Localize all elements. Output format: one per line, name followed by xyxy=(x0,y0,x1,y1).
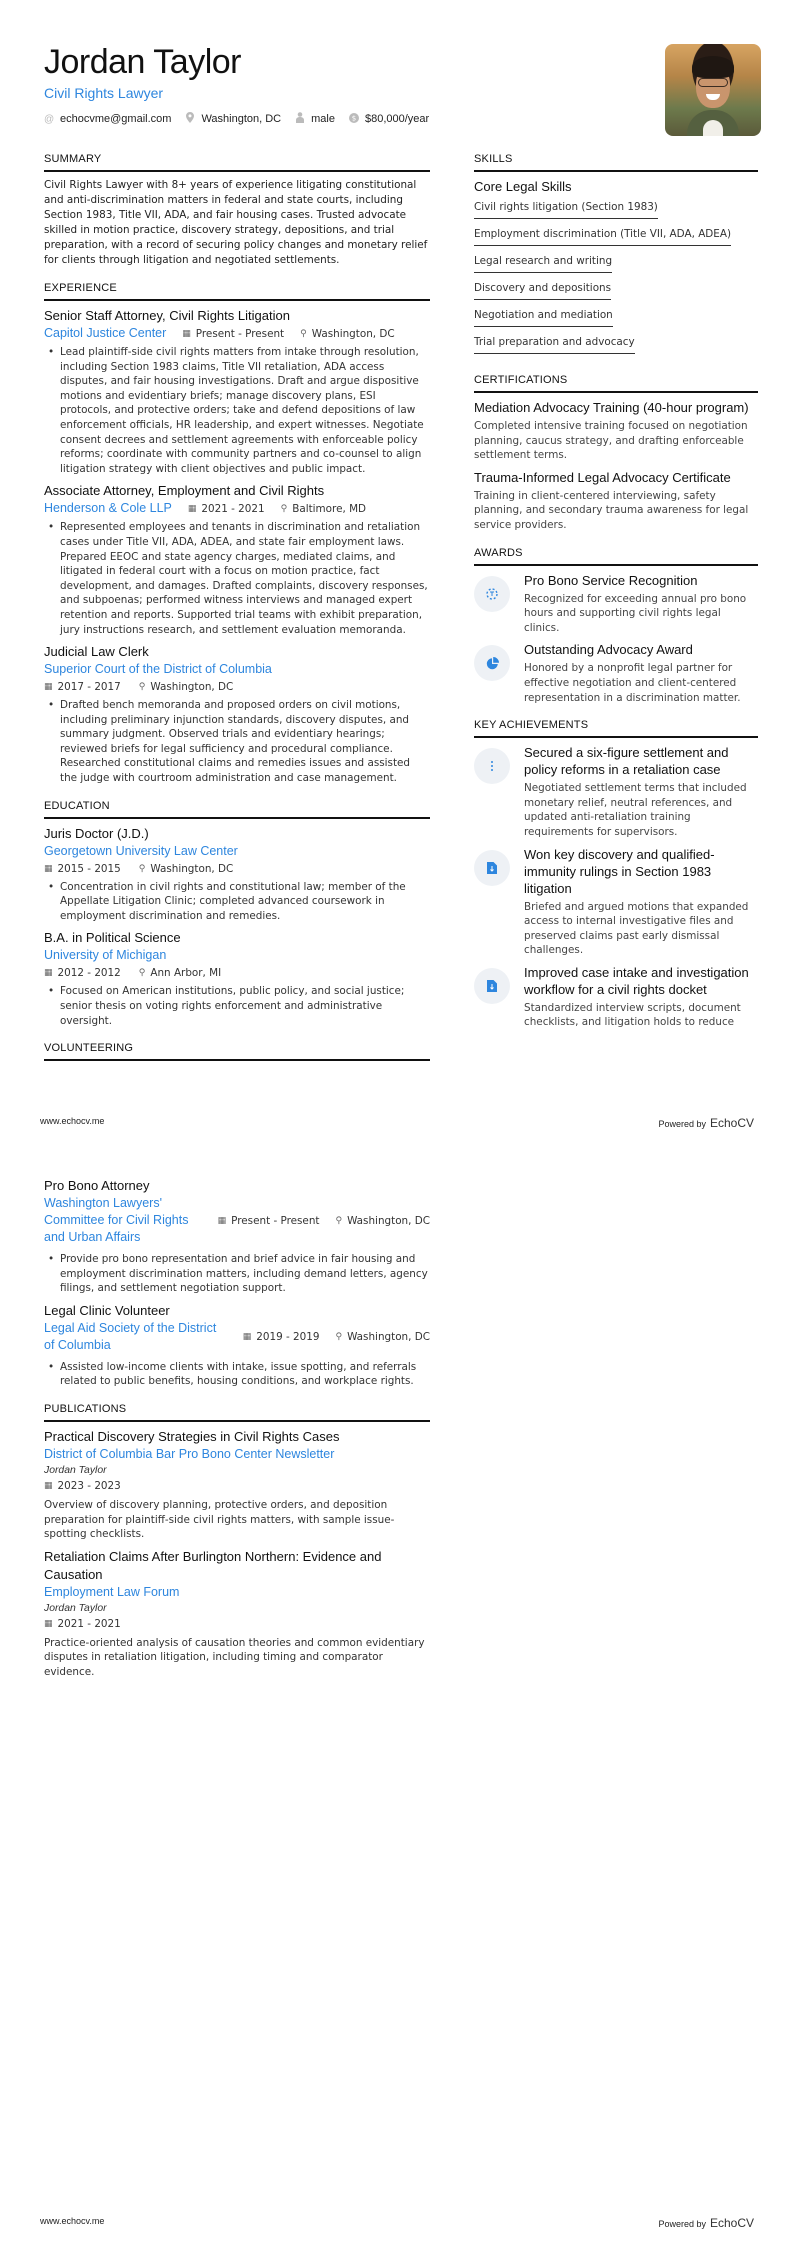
publication-entry xyxy=(44,1428,430,1542)
location-text: Ann Arbor, MI xyxy=(150,967,222,980)
bullet-item: • Drafted bench memoranda and proposed orders on civil motions, including preliminary injunction standards, discovery disputes, and summary judgment. Observed trials and evidentiary hearings; reviewed briefs for legal sufficiency and procedural compliance. Researched constitutional claims and remedies issues and assisted the judge with courtroom administration and case management. xyxy=(60,698,430,786)
organization-name: Washington Lawyers' Committee for Civil Rights and Urban Affairs xyxy=(44,1196,189,1244)
calendar-icon: ▦ xyxy=(217,1215,227,1226)
publication-author: Jordan Taylor xyxy=(44,1464,107,1476)
map-pin-icon xyxy=(185,112,195,126)
map-pin-icon: ⚲ xyxy=(138,682,146,693)
skill-list xyxy=(474,198,758,360)
location xyxy=(139,679,234,695)
resume-header xyxy=(44,42,644,126)
publication-description: Practice-oriented analysis of causation theories and common evidentiary disputes in retaliation litigation, including timing and comparator evidence. xyxy=(44,1636,425,1678)
page-footer xyxy=(0,2216,794,2230)
date-range xyxy=(188,501,265,517)
experience-section xyxy=(44,282,430,786)
award-body xyxy=(524,641,758,705)
document-icon xyxy=(474,968,510,1004)
achievement-entry xyxy=(474,744,758,839)
volunteer-role: Pro Bono Attorney xyxy=(44,1178,150,1193)
bullet-list xyxy=(44,345,430,476)
date-text: 2017 - 2017 xyxy=(57,681,121,694)
map-pin-icon: ⚲ xyxy=(300,328,307,339)
location-text: Washington, DC xyxy=(150,862,234,875)
achievement-title: Improved case intake and investigation workflow for a civil rights docket xyxy=(524,964,749,997)
volunteering-section-header xyxy=(44,1042,430,1061)
publications-section xyxy=(44,1403,430,1680)
section-title-experience: EXPERIENCE xyxy=(44,282,430,301)
bullet-list xyxy=(44,698,430,786)
date-range xyxy=(44,1616,430,1632)
date-text: Present - Present xyxy=(195,327,285,340)
section-title-publications: PUBLICATIONS xyxy=(44,1403,430,1422)
map-pin-icon: ⚲ xyxy=(138,968,146,979)
award-description: Honored by a nonprofit legal partner for effective negotiation and client-centered representation in a discrimination matter. xyxy=(524,662,741,704)
dotted-circle-icon xyxy=(474,576,510,612)
section-title-education: EDUCATION xyxy=(44,800,430,819)
certification-title: Mediation Advocacy Training (40-hour program) xyxy=(474,400,749,415)
site-link[interactable]: www.echocv.me xyxy=(40,2216,105,2226)
bullet-item: • Represented employees and tenants in discrimination and retaliation cases under Title VII, ADA, ADEA, and state fair employment laws. Prepared EEOC and state agency charges, mediated claims, and litigated in federal court with a focus on motion practice, fact development, and damages. Drafted complaints, discovery responses, and subpoenas; performed witness interviews and managed expert retention and reports. Supported trial teams with exhibit preparation, jury instructions research, and settlement evaluation memoranda. xyxy=(60,520,430,637)
pie-chart-icon xyxy=(474,645,510,681)
map-pin-icon: ⚲ xyxy=(138,863,146,874)
bullet-item: • Focused on American institutions, public policy, and social justice; senior thesis on voting rights enforcement and administrative oversight. xyxy=(60,984,430,1028)
degree: Juris Doctor (J.D.) xyxy=(44,825,149,841)
brand-logo[interactable]: EchoCV xyxy=(709,2216,754,2230)
achievement-entry xyxy=(474,964,758,1030)
job-title: Senior Staff Attorney, Civil Rights Litigation xyxy=(44,308,290,323)
calendar-icon: ▦ xyxy=(187,503,197,514)
entry-org-row xyxy=(44,1320,430,1354)
experience-entry xyxy=(44,307,430,476)
section-title-certifications: CERTIFICATIONS xyxy=(474,374,758,393)
powered-by xyxy=(658,2216,754,2230)
employer-name: Superior Court of the District of Columbia xyxy=(44,662,272,677)
meta-line xyxy=(44,679,430,695)
bullet-list xyxy=(44,1252,430,1296)
award-description: Recognized for exceeding annual pro bono hours and supporting civil rights legal clinics. xyxy=(524,592,747,634)
skill-item: Discovery and depositions xyxy=(474,279,611,300)
summary-section xyxy=(44,153,430,268)
date-range xyxy=(218,1213,320,1229)
summary-text: Civil Rights Lawyer with 8+ years of experience litigating constitutional and anti-discrimination matters in federal and state courts, including Section 1983, Title VII, ADA, and fair housing cases. Trusted advocate skilled in motion practice, discovery strategy, depositions, and trial preparation, with a record of securing policy changes and monetary relief for clients through litigation and negotiated settlements. xyxy=(44,179,428,266)
publication-author: Jordan Taylor xyxy=(44,1602,107,1614)
bullet-item: • Concentration in civil rights and constitutional law; member of the Appellate Litigation Clinic; completed advanced coursework in employment discrimination and remedies. xyxy=(60,880,430,924)
skill-item: Civil rights litigation (Section 1983) xyxy=(474,198,658,219)
publication-title: Retaliation Claims After Burlington Northern: Evidence and Causation xyxy=(44,1548,382,1582)
award-body xyxy=(524,572,758,636)
section-title-skills: SKILLS xyxy=(474,153,758,172)
location xyxy=(335,1213,430,1229)
map-pin-icon: ⚲ xyxy=(335,1215,343,1226)
award-title: Outstanding Advocacy Award xyxy=(524,642,693,658)
skills-section xyxy=(474,153,758,360)
publisher-name: Employment Law Forum xyxy=(44,1584,180,1599)
calendar-icon: ▦ xyxy=(242,1331,252,1342)
publication-description: Overview of discovery planning, protective orders, and deposition preparation for plaintiff-side civil rights matters, with sample issue-spotting checklists. xyxy=(44,1498,395,1541)
contact-email[interactable] xyxy=(44,113,171,125)
calendar-icon: ▦ xyxy=(44,863,53,874)
organization-name: Legal Aid Society of the District of Columbia xyxy=(44,1320,217,1352)
powered-by-label: Powered by xyxy=(658,2219,706,2229)
volunteer-entry xyxy=(44,1177,430,1296)
entry-org-row xyxy=(44,1195,430,1246)
achievements-section xyxy=(474,719,758,1030)
location-text: Washington, DC xyxy=(347,1214,430,1227)
location-text: Washington, DC xyxy=(150,681,234,694)
certification-title: Trauma-Informed Legal Advocacy Certificate xyxy=(474,469,731,485)
job-title: Associate Attorney, Employment and Civil Rights xyxy=(44,483,325,499)
calendar-icon: ▦ xyxy=(44,1480,53,1491)
skill-group-title: Core Legal Skills xyxy=(474,179,572,194)
volunteering-section xyxy=(44,1177,430,1389)
skill-item: Legal research and writing xyxy=(474,252,612,273)
achievement-title: Secured a six-figure settlement and policy reforms in a retaliation case xyxy=(524,745,729,778)
publication-entry xyxy=(44,1548,430,1680)
date-text: 2019 - 2019 xyxy=(256,1330,320,1343)
location-text: Washington, DC xyxy=(311,327,395,340)
job-title: Judicial Law Clerk xyxy=(44,644,149,660)
employer-name: Capitol Justice Center xyxy=(44,326,167,340)
left-column-page-2 xyxy=(44,1177,430,1694)
meta-line xyxy=(44,861,430,877)
school-name: University of Michigan xyxy=(44,948,167,963)
location xyxy=(335,1329,430,1345)
date-range xyxy=(243,1329,320,1345)
achievement-body xyxy=(524,744,758,839)
profile-photo xyxy=(665,44,761,136)
location xyxy=(281,501,366,517)
map-pin-icon: ⚲ xyxy=(335,1331,343,1342)
entry-org-row xyxy=(44,325,430,342)
section-title-awards: AWARDS xyxy=(474,547,758,566)
award-entry xyxy=(474,641,758,705)
location-text: Washington, DC xyxy=(201,113,282,125)
achievement-description: Negotiated settlement terms that included monetary relief, neutral references, and updated anti-retaliation training requirements for supervisors. xyxy=(524,782,747,838)
publisher-name: District of Columbia Bar Pro Bono Center Newsletter xyxy=(44,1446,335,1461)
achievement-description: Standardized interview scripts, document checklists, and litigation holds to reduce xyxy=(524,1001,741,1029)
contact-location xyxy=(185,112,281,126)
skill-item: Negotiation and mediation xyxy=(474,306,613,327)
dollar-icon xyxy=(349,113,359,126)
section-title-summary: SUMMARY xyxy=(44,153,430,172)
location-text: Baltimore, MD xyxy=(292,502,367,515)
achievement-body xyxy=(524,846,758,958)
date-text: 2023 - 2023 xyxy=(57,1479,121,1492)
contact-gender xyxy=(295,112,335,126)
publication-title: Practical Discovery Strategies in Civil Rights Cases xyxy=(44,1428,340,1444)
skill-item: Employment discrimination (Title VII, ADA, ADEA) xyxy=(474,225,731,246)
calendar-icon: ▦ xyxy=(182,328,191,339)
volunteer-role: Legal Clinic Volunteer xyxy=(44,1302,170,1318)
date-text: 2012 - 2012 xyxy=(57,967,121,980)
employer-name: Henderson & Cole LLP xyxy=(44,501,172,516)
volunteer-entry xyxy=(44,1302,430,1389)
bullet-item: • Assisted low-income clients with intake, issue spotting, and referrals related to public benefits, housing conditions, and workplace rights. xyxy=(60,1360,430,1389)
calendar-icon: ▦ xyxy=(44,1618,53,1629)
award-entry xyxy=(474,572,758,636)
education-entry xyxy=(44,929,430,1028)
date-range xyxy=(182,326,284,342)
user-icon xyxy=(295,112,305,126)
bullet-list xyxy=(44,880,430,924)
brand-logo[interactable]: EchoCV xyxy=(709,1116,754,1130)
achievement-title: Won key discovery and qualified-immunity rulings in Section 1983 litigation xyxy=(524,846,715,896)
school-name: Georgetown University Law Center xyxy=(44,843,238,858)
degree: B.A. in Political Science xyxy=(44,930,181,946)
email-text: echocvme@gmail.com xyxy=(60,113,172,125)
candidate-name: Jordan Taylor xyxy=(44,43,241,81)
date-text: 2021 - 2021 xyxy=(57,1617,121,1630)
date-range xyxy=(44,679,121,695)
map-pin-icon: ⚲ xyxy=(280,503,288,514)
awards-section xyxy=(474,547,758,706)
date-text: Present - Present xyxy=(231,1214,320,1227)
resume-page-2 xyxy=(0,1123,794,2246)
bullet-list xyxy=(44,520,430,637)
candidate-title: Civil Rights Lawyer xyxy=(44,85,164,101)
bullet-item: • Provide pro bono representation and brief advice in fair housing and employment discrimination matters, including demand letters, agency filings, and settlement negotiation support. xyxy=(60,1252,430,1296)
entry-org-row xyxy=(44,500,430,517)
location xyxy=(139,861,234,877)
calendar-icon: ▦ xyxy=(44,682,53,693)
education-entry xyxy=(44,825,430,924)
powered-by-label: Powered by xyxy=(658,1119,706,1129)
section-title-achievements: KEY ACHIEVEMENTS xyxy=(474,719,758,738)
date-text: 2021 - 2021 xyxy=(201,502,265,515)
location xyxy=(300,326,395,342)
site-link[interactable]: www.echocv.me xyxy=(40,1116,105,1126)
education-section xyxy=(44,800,430,1029)
document-icon xyxy=(474,850,510,886)
certifications-section xyxy=(474,374,758,533)
date-range xyxy=(44,965,121,981)
location-text: Washington, DC xyxy=(347,1330,430,1343)
contact-row xyxy=(44,112,644,126)
certification-description: Training in client-centered interviewing, safety planning, and secondary trauma awareness for legal service providers. xyxy=(474,489,749,531)
achievement-description: Briefed and argued motions that expanded access to internal investigative files and preserved claims past early dismissal challenges. xyxy=(524,900,749,957)
date-range xyxy=(44,1478,430,1494)
contact-salary xyxy=(349,113,429,126)
achievement-entry xyxy=(474,846,758,958)
gender-text: male xyxy=(311,113,335,125)
calendar-icon: ▦ xyxy=(44,968,53,979)
date-range xyxy=(44,861,121,877)
bullet-item: • Lead plaintiff-side civil rights matters from intake through resolution, including Section 1983 claims, Title VII retaliation, ADA access disputes, and fair housing investigations. Draft and argue dispositive motions and evidentiary briefs; manage discovery plans, ESI protocols, and protective orders; take and defend depositions of law enforcement officials, HR leadership, and expert witnesses. Negotiate consent decrees and settlement agreements with enforceable policy reforms; coordinate with community partners and co-counsel to align litigation strategy with client objectives and public impact. xyxy=(60,345,430,476)
bullet-list xyxy=(44,984,430,1028)
award-title: Pro Bono Service Recognition xyxy=(524,572,698,588)
experience-entry xyxy=(44,643,430,786)
left-column xyxy=(44,153,430,1075)
at-icon: @ xyxy=(44,113,55,125)
location xyxy=(139,965,221,981)
vertical-dots-icon xyxy=(474,748,510,784)
achievement-body xyxy=(524,964,758,1030)
date-text: 2015 - 2015 xyxy=(57,862,121,875)
salary-text: $80,000/year xyxy=(364,113,430,125)
svg-text:$: $ xyxy=(351,114,357,123)
bullet-list xyxy=(44,1360,430,1389)
certification-description: Completed intensive training focused on negotiation planning, caucus strategy, and drafting enforceable settlement terms. xyxy=(474,420,748,462)
experience-entry xyxy=(44,482,430,637)
section-title-volunteering: VOLUNTEERING xyxy=(44,1042,430,1061)
skill-item: Trial preparation and advocacy xyxy=(474,333,635,354)
meta-line xyxy=(44,965,430,981)
right-column xyxy=(474,153,758,1044)
